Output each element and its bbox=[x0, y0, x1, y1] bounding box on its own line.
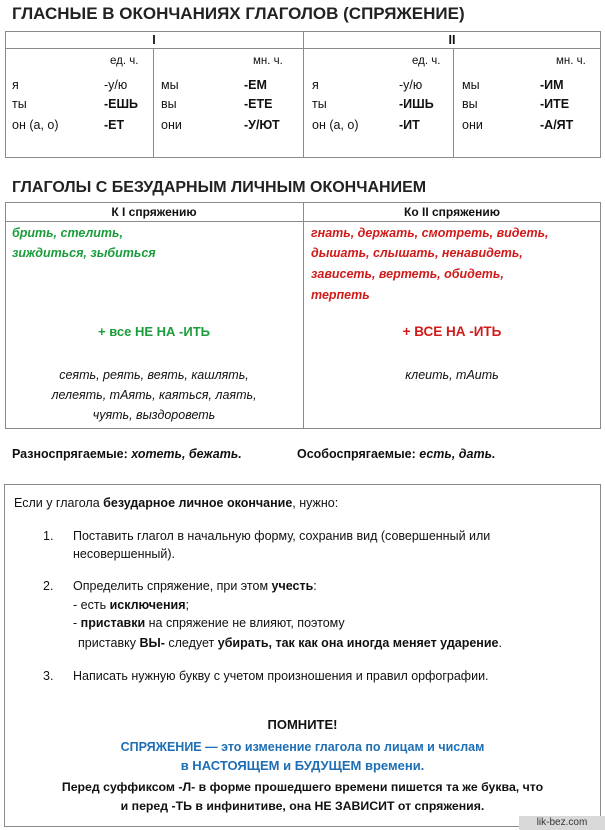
step-text-part: - есть bbox=[73, 598, 110, 612]
extra-verbs-line: чуять, выздороветь bbox=[92, 408, 216, 422]
exception-line: дышать, слышать, ненавидеть, bbox=[311, 246, 523, 260]
extra-verbs-line: клеить, тАить bbox=[405, 368, 499, 382]
watermark: lik-bez.com bbox=[519, 816, 605, 830]
ending: -ИТ bbox=[399, 118, 420, 132]
exception-line: терпеть bbox=[311, 288, 370, 302]
step-text-part: . bbox=[498, 636, 502, 650]
pronoun: вы bbox=[462, 97, 478, 111]
exception-line: зависеть, вертеть, обидеть, bbox=[311, 267, 504, 281]
osobosp-line bbox=[297, 447, 495, 461]
rule-ii: + ВСЕ НА -ИТЬ bbox=[402, 324, 502, 339]
pronoun: я bbox=[312, 78, 319, 92]
osobosp-label: Особоспрягаемые: bbox=[297, 447, 416, 461]
ending: -У/ЮТ bbox=[244, 118, 280, 132]
pronoun: вы bbox=[161, 97, 177, 111]
pronoun: я bbox=[12, 78, 19, 92]
ending: -ЕТ bbox=[104, 118, 125, 132]
extra-verbs-line: сеять, реять, веять, кашлять, bbox=[59, 368, 249, 382]
remember-line: в НАСТОЯЩЕМ и БУДУЩЕМ времени. bbox=[180, 758, 425, 773]
pronoun: он (а, о) bbox=[12, 118, 59, 132]
step-text-part: приставку bbox=[78, 636, 140, 650]
step-number: 3. bbox=[43, 669, 54, 683]
singular-label: ед. ч. bbox=[110, 55, 139, 67]
intro-bold: безударное личное окончание bbox=[103, 496, 293, 510]
step-text-part: ; bbox=[185, 598, 189, 612]
pronoun: мы bbox=[161, 78, 179, 92]
intro-tail: , нужно: bbox=[292, 496, 339, 510]
col1-header: К I спряжению bbox=[111, 205, 197, 219]
conjugation-ii-header: II bbox=[448, 33, 456, 47]
osobosp-words: есть, дать. bbox=[419, 447, 496, 461]
ending: -ЕМ bbox=[244, 78, 267, 92]
pronoun: он (а, о) bbox=[312, 118, 359, 132]
exception-line: гнать, держать, смотреть, видеть, bbox=[311, 226, 549, 240]
step-text bbox=[78, 634, 502, 652]
exception-line: зиждиться, зыбиться bbox=[12, 246, 156, 260]
step-text-bold: убирать, так как она иногда меняет ударение bbox=[217, 636, 499, 650]
col2-header: Ко II спряжению bbox=[404, 205, 500, 219]
pronoun: ты bbox=[312, 97, 327, 111]
intro-line bbox=[14, 494, 338, 512]
step-text-bold: исключения bbox=[109, 598, 186, 612]
step-text: несовершенный). bbox=[73, 547, 175, 561]
plural-label: мн. ч. bbox=[556, 55, 586, 67]
exception-line: брить, стелить, bbox=[12, 226, 123, 240]
remember-line: Перед суффиксом -Л- в форме прошедшего времени пишется та же буква, что bbox=[61, 780, 544, 794]
pronoun: они bbox=[462, 118, 483, 132]
ending: -у/ю bbox=[104, 78, 128, 92]
ending: -ИШЬ bbox=[399, 97, 434, 111]
pronoun: они bbox=[161, 118, 182, 132]
step-text-part: - bbox=[73, 616, 81, 630]
step-text-bold: приставки bbox=[80, 616, 146, 630]
raznosp-line bbox=[12, 447, 242, 461]
remember-definition bbox=[4, 738, 601, 756]
raznosp-words: хотеть, бежать. bbox=[131, 447, 242, 461]
step-text-part: Определить спряжение, при этом bbox=[73, 579, 272, 593]
ending: -А/ЯТ bbox=[540, 118, 574, 132]
ending: -ЕШЬ bbox=[104, 97, 139, 111]
ending: -ИМ bbox=[540, 78, 564, 92]
page-title: ГЛАСНЫЕ В ОКОНЧАНИЯХ ГЛАГОЛОВ (СПРЯЖЕНИЕ) bbox=[12, 4, 465, 23]
raznosp-label: Разноспрягаемые: bbox=[12, 447, 128, 461]
step-number: 1. bbox=[43, 529, 54, 543]
step-text-part: : bbox=[313, 579, 317, 593]
step-number: 2. bbox=[43, 579, 54, 593]
step-text bbox=[73, 614, 345, 632]
step-text-bold: ВЫ- bbox=[139, 636, 165, 650]
pronoun: ты bbox=[12, 97, 27, 111]
conjugation-i-header: I bbox=[152, 33, 156, 47]
step-text bbox=[73, 577, 317, 595]
step-text: Написать нужную букву с учетом произношения и правил орфографии. bbox=[73, 669, 489, 683]
step-text-bold: учесть bbox=[271, 579, 314, 593]
remember-title: ПОМНИТЕ! bbox=[267, 717, 338, 732]
section-title: ГЛАГОЛЫ С БЕЗУДАРНЫМ ЛИЧНЫМ ОКОНЧАНИЕМ bbox=[12, 179, 427, 196]
extra-verbs-line: лелеять, тАять, каяться, лаять, bbox=[51, 388, 257, 402]
ending: -ИТЕ bbox=[540, 97, 570, 111]
step-text-part: на спряжение не влияют, поэтому bbox=[145, 616, 345, 630]
remember-line: и перед -ТЬ в инфинитиве, она НЕ ЗАВИСИТ от спряжения. bbox=[120, 799, 485, 813]
singular-label: ед. ч. bbox=[412, 55, 441, 67]
ending: -у/ю bbox=[399, 78, 423, 92]
step-text: Поставить глагол в начальную форму, сохранив вид (совершенный или bbox=[73, 529, 491, 543]
rule-i: + все НЕ НА -ИТЬ bbox=[98, 324, 210, 339]
plural-label: мн. ч. bbox=[253, 55, 283, 67]
remember-text: — это изменение глагола по лицам и числам bbox=[201, 740, 485, 754]
step-text-part: следует bbox=[164, 636, 218, 650]
remember-term: СПРЯЖЕНИЕ bbox=[120, 740, 202, 754]
pronoun: мы bbox=[462, 78, 480, 92]
intro-text: Если у глагола bbox=[14, 496, 104, 510]
ending: -ЕТЕ bbox=[244, 97, 273, 111]
step-text bbox=[73, 596, 189, 614]
